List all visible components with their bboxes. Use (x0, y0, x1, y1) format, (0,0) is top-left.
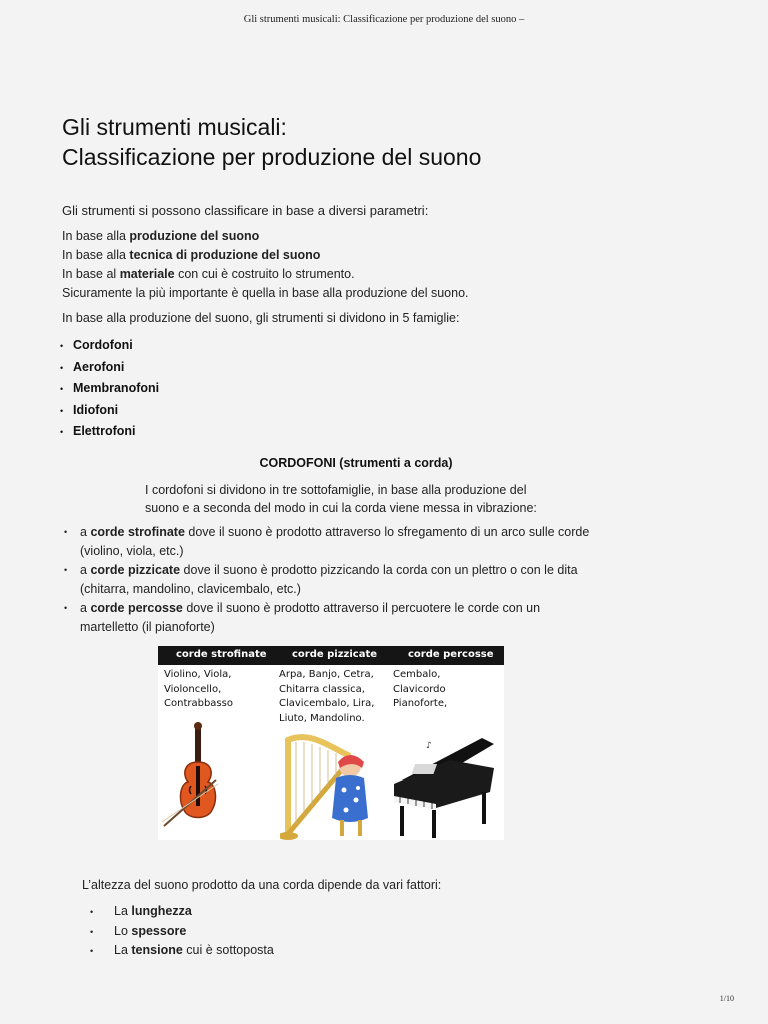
title-line-2: Classificazione per produzione del suono (62, 144, 482, 170)
table-cell: Violino, Viola, Violoncello, Contrabbasso (164, 669, 233, 709)
table-cell: Arpa, Banjo, Cetra, Chitarra classica, Clavicembalo, Lira, Liuto, Mandolino. (279, 669, 375, 724)
bullet-icon: • (90, 946, 94, 956)
page-header: Gli strumenti musicali: Classificazione per produzione del suono – (243, 14, 525, 25)
factors-intro: L’altezza del suono prodotto da una corda dipende da vari fattori: (82, 878, 442, 892)
list-item: • a corde strofinate dove il suono è prodotto attraverso lo sfregamento di un arco sulle corde (violino, viola, etc.) (64, 525, 590, 558)
bullet-icon: • (64, 527, 68, 537)
page-title (62, 112, 481, 172)
violin-icon (158, 722, 238, 840)
bullet-icon: • (60, 427, 64, 437)
bullet-icon: • (90, 926, 94, 937)
criterion-1: In base alla produzione del suono (62, 229, 260, 243)
bullet-icon: • (60, 362, 64, 373)
table-header-cell: corde percosse (408, 649, 494, 660)
bullet-icon: • (64, 565, 68, 575)
criterion-2: In base alla tecnica di produzione del suono (62, 248, 321, 262)
piano-icon (390, 734, 500, 840)
list-item: • a corde percosse dove il suono è prodotto attraverso il percuotere le corde con un martelletto (il pianoforte) (64, 601, 541, 634)
string-types-list (64, 523, 589, 637)
table-header (158, 646, 504, 665)
table-header-cell: corde strofinate (176, 649, 267, 660)
bullet-icon: • (60, 341, 64, 351)
list-item: • a corde pizzicate dove il suono è prodotto pizzicando la corda con un plettro o con le dita (chitarra, mandolino, clavicembalo, etc.) (64, 563, 578, 596)
intro-text: Gli strumenti si possono classificare in base a diversi parametri: (62, 203, 429, 218)
important-note: Sicuramente la più importante è quella in base alla produzione del suono. (62, 286, 469, 300)
svg-text:♪: ♪ (426, 741, 432, 751)
bullet-icon: • (64, 603, 68, 613)
families-intro: In base alla produzione del suono, gli strumenti si dividono in 5 famiglie: (62, 311, 460, 325)
table-header-cell: corde pizzicate (292, 649, 378, 660)
bullet-icon: • (60, 384, 64, 394)
bullet-icon: • (60, 405, 64, 416)
title-line-1: Gli strumenti musicali: (62, 114, 287, 140)
harp-icon (280, 730, 376, 842)
section-title: CORDOFONI (strumenti a corda) (259, 456, 453, 470)
table-cell: Cembalo, Clavicordo Pianoforte, (393, 669, 448, 709)
bullet-icon: • (90, 907, 94, 917)
criterion-3: In base al materiale con cui è costruito lo strumento. (62, 267, 355, 281)
section-description: I cordofoni si dividono in tre sottofamiglie, in base alla produzione del suono e a seconda del modo in cui la corda viene messa in vibrazione: (145, 483, 537, 515)
page-number: 1/10 (719, 994, 734, 1003)
instruments-table (158, 646, 504, 840)
